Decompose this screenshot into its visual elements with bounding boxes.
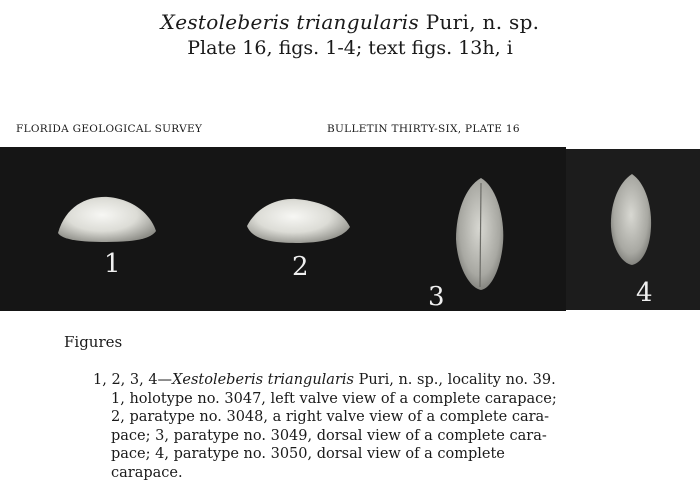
figure-caption (93, 371, 633, 483)
species-title (0, 10, 700, 34)
caption-line-2: 1, holotype no. 3047, left valve view of a complete carapace; (111, 390, 557, 407)
caption-line-1 (93, 371, 633, 390)
figures-label: Figures (64, 333, 123, 351)
specimen-photographs (0, 147, 700, 317)
caption-line-1-rest: Puri, n. sp., locality no. 39. (353, 372, 556, 388)
caption-line-6: carapace. (111, 464, 183, 481)
plate-reference: Plate 16, figs. 1-4; text figs. 13h, i (187, 37, 513, 59)
figure-number-1: 1 (104, 249, 121, 279)
specimen-2-right-valve (247, 199, 350, 243)
specimen-1-left-valve (58, 197, 156, 242)
species-author: Puri, n. sp. (419, 10, 540, 34)
caption-species-italic: Xestoleberis triangularis (172, 372, 354, 388)
figure-number-2: 2 (292, 252, 309, 282)
specimen-4-dorsal-view (611, 174, 651, 265)
caption-line-4: pace; 3, paratype no. 3049, dorsal view of a complete cara- (111, 427, 547, 444)
species-name-italic: Xestoleberis triangularis (160, 10, 420, 34)
plate-header-left: FLORIDA GEOLOGICAL SURVEY (16, 123, 203, 135)
caption-line-5: pace; 4, paratype no. 3050, dorsal view of a complete (111, 446, 505, 463)
caption-line-3: 2, paratype no. 3048, a right valve view of a complete cara- (111, 409, 550, 426)
figure-number-3: 3 (428, 282, 445, 312)
plate-header-right: BULLETIN THIRTY-SIX, PLATE 16 (327, 123, 520, 135)
caption-prefix: 1, 2, 3, 4— (93, 372, 173, 388)
figure-number-4: 4 (636, 278, 653, 308)
